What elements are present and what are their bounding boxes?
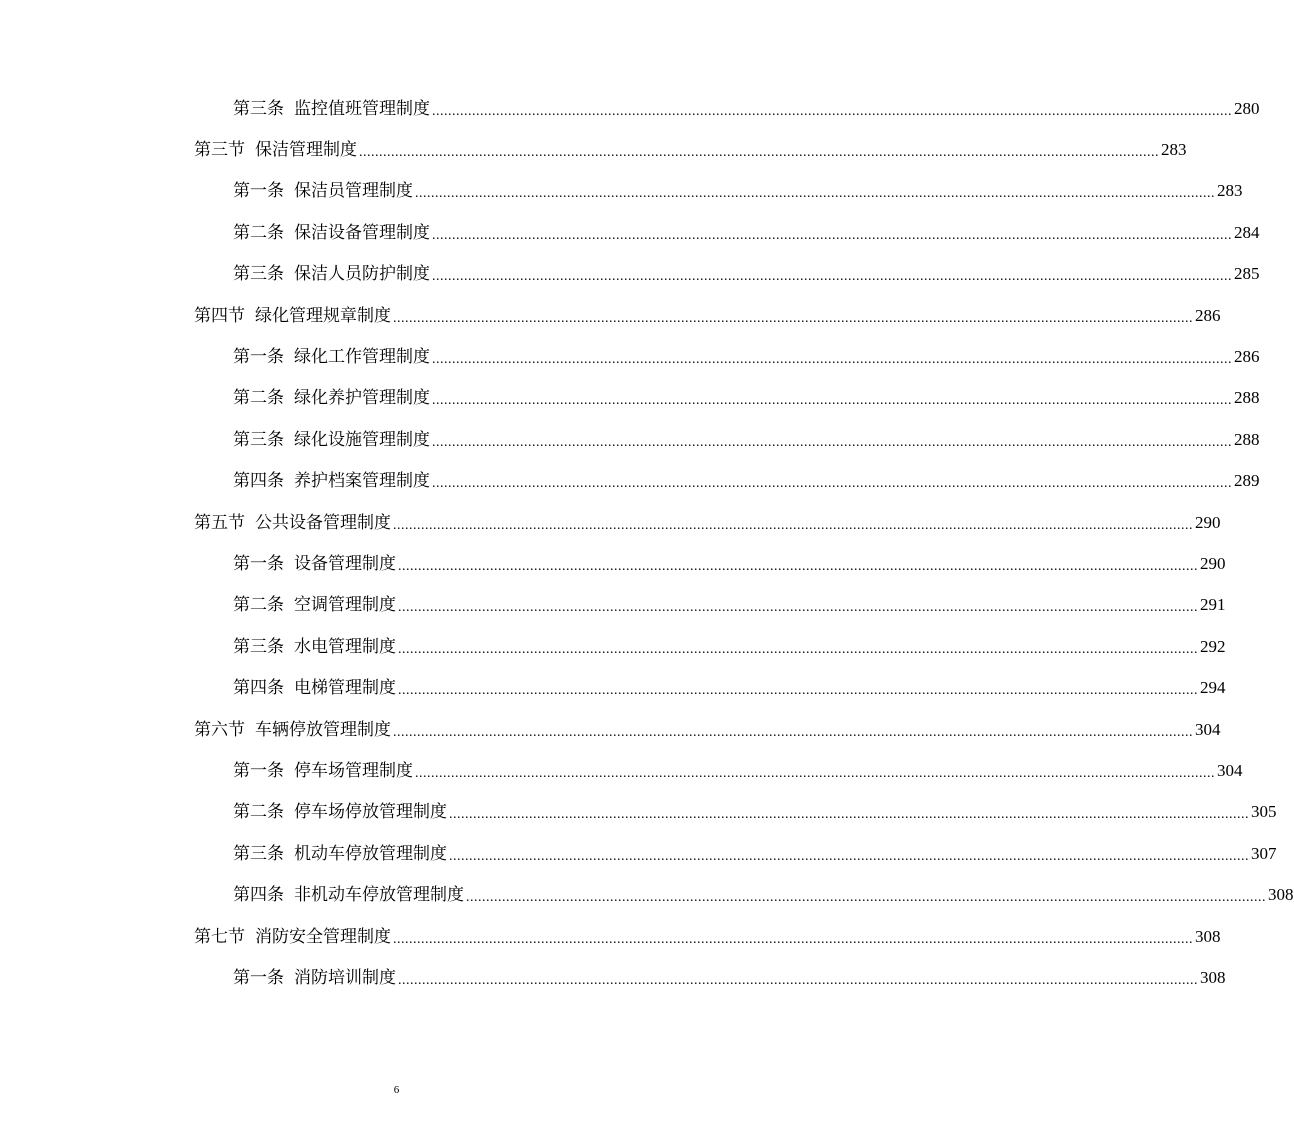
toc-entry-label: 第三条 [233,636,284,657]
toc-entry-page: 304 [1217,760,1243,780]
toc-entry-page: 286 [1234,347,1260,367]
toc-entry-page: 280 [1234,98,1260,118]
toc-entry-label: 第二条 [233,595,284,616]
toc-entry-page: 290 [1200,553,1226,573]
toc-article-entry[interactable] [0,957,1226,998]
toc-entry-title: 监控值班管理制度 [294,98,430,119]
toc-entry-label: 第一条 [233,760,284,781]
toc-entry-label: 第四条 [233,885,284,906]
toc-entry-label: 第三条 [233,843,284,864]
toc-entry-page: 304 [1195,719,1221,739]
dot-leader: ........................................................................................................................................................................................................ [398,641,1198,657]
toc-entry-title: 保洁员管理制度 [294,181,413,202]
toc-article-entry[interactable] [0,419,1260,460]
toc-entry-label: 第三节 [194,140,245,161]
toc-article-entry[interactable] [0,833,1277,874]
toc-entry-label: 第五节 [194,512,245,533]
dot-leader: ........................................................................................................................................................................................................ [415,765,1215,781]
toc-entry-title: 停车场管理制度 [294,760,413,781]
dot-leader: ........................................................................................................................................................................................................ [393,931,1193,947]
toc-entry-page: 291 [1200,595,1226,615]
dot-leader: ........................................................................................................................................................................................................ [359,145,1159,161]
toc-article-entry[interactable] [0,88,1260,129]
toc-entry-page: 308 [1268,885,1294,905]
toc-entry-title: 机动车停放管理制度 [294,843,447,864]
toc-article-entry[interactable] [0,336,1260,377]
toc-entry-title: 消防安全管理制度 [255,926,391,947]
toc-section-entry[interactable] [0,502,1221,543]
page-number: 6 [393,1084,400,1096]
toc-article-entry[interactable] [0,171,1243,212]
toc-entry-title: 绿化设施管理制度 [294,429,430,450]
toc-article-entry[interactable] [0,254,1260,295]
toc-entry-label: 第四节 [194,305,245,326]
toc-article-entry[interactable] [0,543,1226,584]
toc-entry-page: 284 [1234,222,1260,242]
toc-entry-page: 307 [1251,843,1277,863]
toc-entry-page: 292 [1200,636,1226,656]
toc-entry-title: 车辆停放管理制度 [255,719,391,740]
toc-section-entry[interactable] [0,709,1221,750]
toc-entry-label: 第七节 [194,926,245,947]
toc-entry-title: 绿化养护管理制度 [294,388,430,409]
toc-article-entry[interactable] [0,585,1226,626]
toc-entry-label: 第一条 [233,553,284,574]
dot-leader: ........................................................................................................................................................................................................ [449,848,1249,864]
table-of-contents [0,88,1294,999]
toc-entry-label: 第四条 [233,471,284,492]
toc-entry-label: 第二条 [233,388,284,409]
toc-entry-title: 绿化工作管理制度 [294,347,430,368]
toc-section-entry[interactable] [0,129,1187,170]
toc-entry-title: 消防培训制度 [294,967,396,988]
dot-leader: ........................................................................................................................................................................................................ [432,434,1232,450]
toc-entry-page: 283 [1161,140,1187,160]
toc-entry-page: 288 [1234,429,1260,449]
toc-article-entry[interactable] [0,667,1226,708]
dot-leader: ........................................................................................................................................................................................................ [466,890,1266,906]
toc-entry-title: 保洁人员防护制度 [294,264,430,285]
toc-article-entry[interactable] [0,378,1260,419]
toc-entry-title: 设备管理制度 [294,553,396,574]
dot-leader: ........................................................................................................................................................................................................ [432,393,1232,409]
toc-entry-label: 第一条 [233,967,284,988]
toc-entry-page: 290 [1195,512,1221,532]
toc-section-entry[interactable] [0,295,1221,336]
toc-article-entry[interactable] [0,874,1294,915]
dot-leader: ........................................................................................................................................................................................................ [432,352,1232,368]
toc-entry-label: 第三条 [233,429,284,450]
dot-leader: ........................................................................................................................................................................................................ [398,600,1198,616]
toc-entry-title: 保洁设备管理制度 [294,222,430,243]
toc-entry-page: 308 [1195,926,1221,946]
dot-leader: ........................................................................................................................................................................................................ [393,724,1193,740]
toc-entry-page: 308 [1200,967,1226,987]
dot-leader: ........................................................................................................................................................................................................ [432,227,1232,243]
toc-entry-title: 保洁管理制度 [255,140,357,161]
dot-leader: ........................................................................................................................................................................................................ [398,558,1198,574]
toc-article-entry[interactable] [0,792,1277,833]
toc-section-entry[interactable] [0,916,1221,957]
toc-entry-title: 绿化管理规章制度 [255,305,391,326]
toc-entry-label: 第六节 [194,719,245,740]
toc-entry-title: 空调管理制度 [294,595,396,616]
toc-entry-page: 288 [1234,388,1260,408]
dot-leader: ........................................................................................................................................................................................................ [415,186,1215,202]
toc-entry-title: 停车场停放管理制度 [294,802,447,823]
dot-leader: ........................................................................................................................................................................................................ [449,807,1249,823]
toc-article-entry[interactable] [0,212,1260,253]
dot-leader: ........................................................................................................................................................................................................ [432,269,1232,285]
toc-entry-page: 294 [1200,678,1226,698]
dot-leader: ........................................................................................................................................................................................................ [398,683,1198,699]
toc-entry-title: 非机动车停放管理制度 [294,885,464,906]
dot-leader: ........................................................................................................................................................................................................ [432,476,1232,492]
dot-leader: ........................................................................................................................................................................................................ [393,310,1193,326]
toc-entry-label: 第三条 [233,264,284,285]
toc-entry-page: 283 [1217,181,1243,201]
toc-entry-title: 养护档案管理制度 [294,471,430,492]
toc-entry-page: 286 [1195,305,1221,325]
toc-entry-title: 公共设备管理制度 [255,512,391,533]
toc-entry-label: 第二条 [233,802,284,823]
toc-article-entry[interactable] [0,626,1226,667]
toc-article-entry[interactable] [0,750,1243,791]
toc-entry-title: 电梯管理制度 [294,678,396,699]
toc-entry-label: 第一条 [233,347,284,368]
dot-leader: ........................................................................................................................................................................................................ [398,972,1198,988]
toc-entry-title: 水电管理制度 [294,636,396,657]
toc-entry-page: 285 [1234,264,1260,284]
toc-entry-label: 第一条 [233,181,284,202]
toc-entry-label: 第三条 [233,98,284,119]
dot-leader: ........................................................................................................................................................................................................ [393,517,1193,533]
toc-entry-label: 第四条 [233,678,284,699]
dot-leader: ........................................................................................................................................................................................................ [432,103,1232,119]
toc-entry-page: 289 [1234,471,1260,491]
toc-entry-page: 305 [1251,802,1277,822]
toc-entry-label: 第二条 [233,222,284,243]
toc-article-entry[interactable] [0,461,1260,502]
